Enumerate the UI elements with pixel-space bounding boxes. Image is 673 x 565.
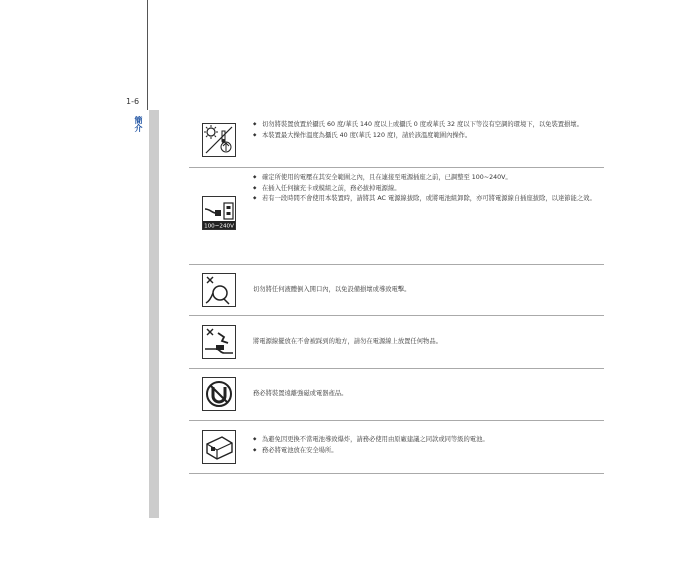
row-text: 切勿將任何液體倒入開口內，以免設備損壞或導致電擊。	[253, 286, 411, 293]
safety-row-power	[189, 168, 604, 265]
page-number: 1-6	[126, 97, 140, 106]
bullet-item: ◆ 切勿將裝置放置於攝氏 60 度/華氏 140 度以上或攝氏 0 度或華氏 32 度以下等沒有空調的環境下，以免裝置損壞。	[253, 120, 604, 131]
battery-icon	[202, 430, 236, 464]
safety-table	[189, 113, 604, 474]
safety-row-liquid	[189, 265, 604, 316]
safety-row-magnetic	[189, 369, 604, 421]
row-text	[253, 435, 604, 456]
power-voltage-icon	[202, 196, 236, 230]
safety-row-cable	[189, 316, 604, 369]
temperature-environment-icon	[202, 123, 236, 157]
row-text: 將電源線擺放在不會被踩到的地方，請勿在電源線上放置任何物品。	[253, 338, 442, 345]
no-liquid-icon	[202, 273, 236, 307]
row-text: 務必將裝置遠離強磁或電器產品。	[253, 390, 348, 397]
bullet-item: ◆ 若有一段時間不會使用本裝置時，請將其 AC 電源線拔除，或將電池組卸除，亦可將電源線自插座拔除，以達節能之效。	[253, 194, 604, 205]
side-bar	[149, 110, 159, 518]
no-magnetic-icon	[202, 377, 236, 411]
section-side-label: 簡介	[134, 116, 143, 132]
bullet-item: ◆ 確定所使用的電壓在其安全範圍之內，且在連接至電源插座之前，已調整至 100~240V。	[253, 173, 604, 184]
bullet-item: ◆ 務必將電池放在安全場所。	[253, 446, 604, 457]
no-cable-obstruction-icon	[202, 325, 236, 359]
safety-row-battery	[189, 421, 604, 474]
row-text	[253, 173, 604, 205]
safety-row-temperature	[189, 113, 604, 168]
bullet-item: ◆ 在插入任何擴充卡或模組之前，務必拔掉電源線。	[253, 184, 604, 195]
voltage-label: 100~240V	[204, 223, 234, 230]
bullet-item: ◆ 本裝置最大操作溫度為攝氏 40 度(華氏 120 度)，請於該溫度範圍內操作。	[253, 131, 604, 142]
bullet-item: ◆ 為避免因更換不當電池導致爆炸，請務必使用由原廠建議之同款或同等級的電池。	[253, 435, 604, 446]
row-text	[253, 120, 604, 141]
header-rule	[147, 0, 148, 110]
